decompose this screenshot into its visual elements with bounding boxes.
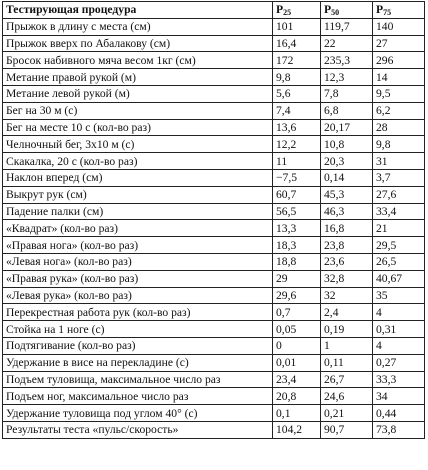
cell-p25: 9,8 [273, 69, 321, 86]
cell-p75: 40,67 [373, 270, 425, 287]
cell-p25: 7,4 [273, 102, 321, 119]
cell-p75: 4 [373, 304, 425, 321]
cell-p25: 23,4 [273, 371, 321, 388]
cell-test-procedure: Перекрестная работа рук (кол-во раз) [3, 304, 273, 321]
cell-test-procedure: Метание правой рукой (м) [3, 69, 273, 86]
table-row [3, 253, 425, 270]
table-row [3, 220, 425, 237]
table-row [3, 186, 425, 203]
cell-p50: 26,7 [321, 371, 373, 388]
cell-p50: 2,4 [321, 304, 373, 321]
cell-p50: 45,3 [321, 186, 373, 203]
cell-p25: 12,2 [273, 136, 321, 153]
table-row [3, 237, 425, 254]
table-row [3, 287, 425, 304]
cell-p50: 0,11 [321, 354, 373, 371]
table-row [3, 119, 425, 136]
cell-p25: 29 [273, 270, 321, 287]
cell-test-procedure: Бросок набивного мяча весом 1кг (см) [3, 52, 273, 69]
cell-p25: 29,6 [273, 287, 321, 304]
cell-p50: 0,14 [321, 169, 373, 186]
cell-test-procedure: Падение палки (см) [3, 203, 273, 220]
cell-test-procedure: «Правая рука» (кол-во раз) [3, 270, 273, 287]
cell-p25: 172 [273, 52, 321, 69]
cell-test-procedure: Прыжок в длину с места (см) [3, 18, 273, 35]
table-row [3, 102, 425, 119]
cell-p75: 26,5 [373, 253, 425, 270]
cell-p25: 11 [273, 153, 321, 170]
cell-p25: 0,7 [273, 304, 321, 321]
cell-p50: 119,7 [321, 18, 373, 35]
cell-p25: 60,7 [273, 186, 321, 203]
header-p50: $P_{50}$ [321, 2, 373, 19]
cell-test-procedure: «Правая нога» (кол-во раз) [3, 237, 273, 254]
cell-p25: 0 [273, 337, 321, 354]
cell-test-procedure: Челночный бег, 3х10 м (с) [3, 136, 273, 153]
cell-p25: 5,6 [273, 85, 321, 102]
cell-test-procedure: Подъем ног, максимальное число раз [3, 388, 273, 405]
cell-p75: 33,4 [373, 203, 425, 220]
cell-p75: 6,2 [373, 102, 425, 119]
cell-p75: 29,5 [373, 237, 425, 254]
cell-p75: 33,3 [373, 371, 425, 388]
cell-p75: 34 [373, 388, 425, 405]
cell-test-procedure: Подтягивание (кол-во раз) [3, 337, 273, 354]
cell-p25: 13,3 [273, 220, 321, 237]
cell-p50: 7,8 [321, 85, 373, 102]
cell-p50: 16,8 [321, 220, 373, 237]
cell-p25: −7,5 [273, 169, 321, 186]
cell-p50: 10,8 [321, 136, 373, 153]
cell-p50: 46,3 [321, 203, 373, 220]
cell-p25: 0,05 [273, 321, 321, 338]
table-row [3, 85, 425, 102]
table-row [3, 304, 425, 321]
cell-p75: 31 [373, 153, 425, 170]
table-row [3, 388, 425, 405]
cell-p25: 0,1 [273, 405, 321, 422]
cell-p50: 90,7 [321, 421, 373, 438]
table-row [3, 421, 425, 438]
cell-p75: 9,5 [373, 85, 425, 102]
table-row [3, 321, 425, 338]
cell-p25: 13,6 [273, 119, 321, 136]
cell-test-procedure: Подъем туловища, максимальное число раз [3, 371, 273, 388]
table-row [3, 405, 425, 422]
cell-p50: 22 [321, 35, 373, 52]
cell-p25: 18,8 [273, 253, 321, 270]
cell-p75: 35 [373, 287, 425, 304]
cell-test-procedure: Скакалка, 20 с (кол-во раз) [3, 153, 273, 170]
cell-test-procedure: Удержание в висе на перекладине (с) [3, 354, 273, 371]
cell-p75: 0,31 [373, 321, 425, 338]
cell-test-procedure: «Квадрат» (кол-во раз) [3, 220, 273, 237]
table-row [3, 69, 425, 86]
table-row [3, 354, 425, 371]
cell-p25: 18,3 [273, 237, 321, 254]
cell-test-procedure: Прыжок вверх по Абалакову (см) [3, 35, 273, 52]
cell-p75: 9,8 [373, 136, 425, 153]
table-row [3, 52, 425, 69]
header-p25: $P_{25}$ [273, 2, 321, 19]
cell-p50: 23,8 [321, 237, 373, 254]
cell-p75: 27 [373, 35, 425, 52]
table-row [3, 18, 425, 35]
cell-test-procedure: «Левая рука» (кол-во раз) [3, 287, 273, 304]
cell-p50: 12,3 [321, 69, 373, 86]
cell-p25: 0,01 [273, 354, 321, 371]
cell-p50: 1 [321, 337, 373, 354]
header-row [3, 2, 425, 19]
cell-p50: 235,3 [321, 52, 373, 69]
cell-p25: 56,5 [273, 203, 321, 220]
cell-p50: 20,3 [321, 153, 373, 170]
cell-test-procedure: Бег на месте 10 с (кол-во раз) [3, 119, 273, 136]
table-row [3, 270, 425, 287]
cell-p50: 0,21 [321, 405, 373, 422]
cell-p25: 101 [273, 18, 321, 35]
header-test-procedure: Тестирующая процедура [3, 2, 273, 19]
cell-p75: 296 [373, 52, 425, 69]
cell-test-procedure: Бег на 30 м (с) [3, 102, 273, 119]
cell-test-procedure: «Левая нога» (кол-во раз) [3, 253, 273, 270]
cell-p75: 3,7 [373, 169, 425, 186]
cell-p75: 0,27 [373, 354, 425, 371]
table-row [3, 136, 425, 153]
table-row [3, 169, 425, 186]
cell-p25: 20,8 [273, 388, 321, 405]
cell-p75: 4 [373, 337, 425, 354]
table-row [3, 153, 425, 170]
cell-p50: 32 [321, 287, 373, 304]
table-row [3, 337, 425, 354]
cell-p50: 23,6 [321, 253, 373, 270]
cell-p50: 20,17 [321, 119, 373, 136]
cell-p50: 0,19 [321, 321, 373, 338]
cell-p75: 14 [373, 69, 425, 86]
cell-p25: 104,2 [273, 421, 321, 438]
header-p75: $P_{75}$ [373, 2, 425, 19]
table-row [3, 203, 425, 220]
cell-p75: 73,8 [373, 421, 425, 438]
cell-p75: 0,44 [373, 405, 425, 422]
cell-p50: 24,6 [321, 388, 373, 405]
percentile-norms-table [2, 1, 425, 439]
cell-test-procedure: Результаты теста «пульс/скорость» [3, 421, 273, 438]
cell-p75: 28 [373, 119, 425, 136]
cell-test-procedure: Наклон вперед (см) [3, 169, 273, 186]
cell-p25: 16,4 [273, 35, 321, 52]
cell-p75: 27,6 [373, 186, 425, 203]
table-row [3, 371, 425, 388]
cell-test-procedure: Стойка на 1 ноге (с) [3, 321, 273, 338]
cell-p50: 32,8 [321, 270, 373, 287]
cell-p75: 21 [373, 220, 425, 237]
cell-test-procedure: Удержание туловища под углом 40° (с) [3, 405, 273, 422]
cell-p50: 6,8 [321, 102, 373, 119]
table-row [3, 35, 425, 52]
cell-test-procedure: Выкрут рук (см) [3, 186, 273, 203]
cell-test-procedure: Метание левой рукой (м) [3, 85, 273, 102]
cell-p75: 140 [373, 18, 425, 35]
